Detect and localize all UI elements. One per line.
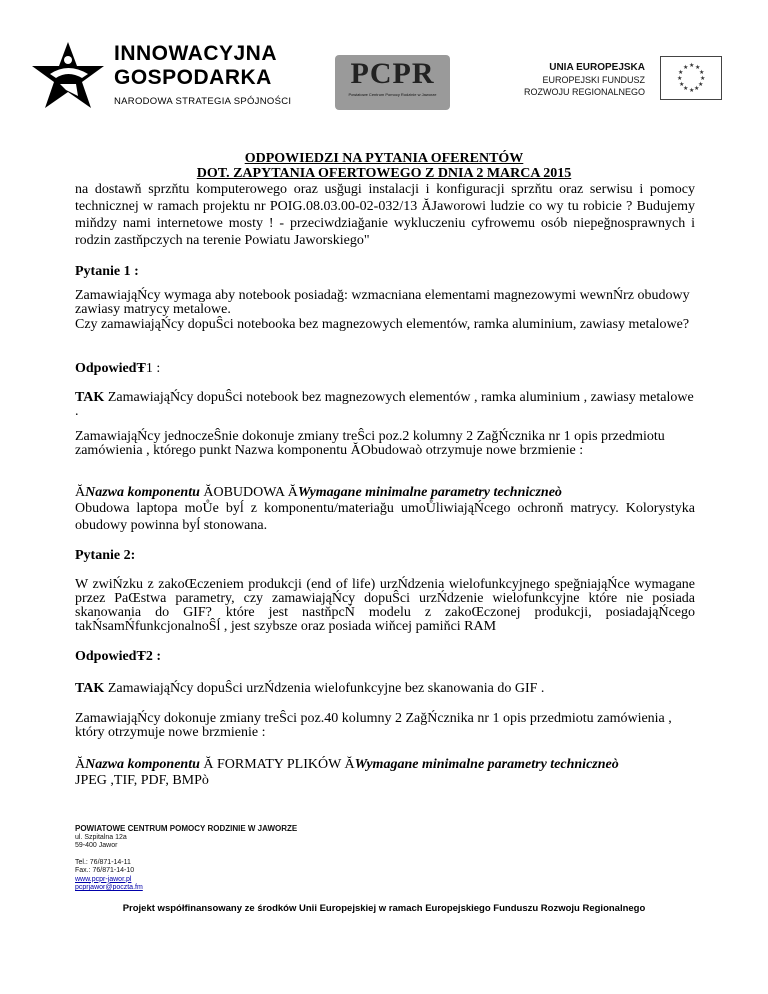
svg-text:★: ★ [677, 75, 683, 82]
footer-org-name: POWIATOWE CENTRUM POMOCY RODZINIE W JAWORZE [75, 824, 298, 833]
answer-1-heading-number: 1 : [145, 361, 161, 376]
document-title-line2: DOT. ZAPYTANIA OFERTOWEGO Z DNIA 2 MARCA 2015 [196, 166, 572, 181]
svg-text:★: ★ [678, 69, 684, 76]
answer-2-heading [75, 648, 695, 665]
answer-1-decision-text: ZamawiająŃcy dopuŜci notebook bez magnezowych elementów , ramka aluminium , zawiasy metalowe . [75, 390, 694, 419]
eu-logo-line2: EUROPEJSKI FUNDUSZ [542, 75, 645, 85]
document-title-line1: ODPOWIEDZI NA PYTANIA OFERENTÓW [244, 151, 524, 166]
svg-text:★: ★ [698, 81, 704, 88]
pcpr-logo [335, 55, 450, 110]
answer-2-decision [75, 680, 695, 697]
answer-1-params-text: Obudowa laptopa moŮe byĺ z komponentu/materiağu umoŮliwiająŃcego ochronň matrycy. Kolorystyka obudowy powinna byĺ stonowana. [75, 501, 695, 533]
question-2-heading: Pytanie 2: [75, 548, 136, 563]
eu-flag-icon [660, 56, 722, 100]
answer-2-tak: TAK [75, 681, 105, 696]
ig-logo-line3: NARODOWA STRATEGIA SPÓJNOŚCI [114, 96, 292, 107]
ig-star-emblem-icon [30, 40, 112, 120]
ig-logo-line1: INNOWACYJNA [114, 42, 278, 65]
answer-1-component-label: Nazwa komponentu [85, 485, 200, 500]
answer-1-heading-label: OdpowiedŦ [75, 361, 146, 376]
answer-2-heading-number: 2 : [145, 649, 161, 664]
footer-contact [75, 825, 297, 893]
question-1-heading: Pytanie 1 : [75, 264, 139, 279]
footer-website-link[interactable]: www.pcpr-jawor.pl [75, 875, 132, 883]
pcpr-logo-subtitle: Powiatowe Centrum Pomocy Rodzinie w Jaworze [348, 92, 437, 97]
answer-1-component-line [75, 484, 695, 501]
answer-2-change-note: ZamawiająŃcy dokonuje zmiany treŜci poz.40 kolumny 2 ZağŃcznika nr 1 opis przedmiotu zamówienia , który otrzymuje nowe brzmienie : [75, 711, 672, 740]
svg-text:★: ★ [689, 62, 695, 69]
answer-1-component-value: ĂOBUDOWA Ă [199, 485, 298, 500]
answer-2-params-label: Wymagane minimalne parametry techniczneò [354, 757, 619, 772]
answer-1-tak: TAK [75, 390, 105, 405]
answer-2-params-text: JPEG ,TIF, PDF, BMPò [75, 773, 209, 788]
ig-logo-line2: GOSPODARKA [114, 66, 272, 89]
footer-tel: Tel.: 76/871-14-11 [75, 858, 131, 866]
svg-text:★: ★ [689, 87, 695, 94]
answer-2-component-line [75, 756, 695, 773]
innowacyjna-gospodarka-logo [30, 40, 290, 120]
svg-text:★: ★ [694, 85, 700, 92]
footer-cofinancing-note: Projekt współfinansowany ze środków Unii Europejskiej w ramach Europejskiego Funduszu Rozwoju Regionalnego [122, 903, 646, 914]
answer-1-quote-open: Ă [75, 485, 86, 500]
answer-1-heading [75, 360, 695, 377]
svg-text:★: ★ [700, 75, 706, 82]
svg-text:★: ★ [683, 85, 689, 92]
pcpr-logo-text: PCPR [350, 57, 435, 90]
answer-1-change-note: ZamawiająŃcy jednoczeŜnie dokonuje zmiany treŜci poz.2 kolumny 2 ZağŃcznika nr 1 opis przedmiotu zamówienia , którego punkt Nazwa komponentu ĂObudowaò otrzymuje nowe brzmienie : [75, 429, 665, 458]
answer-2-quote-open: Ă [75, 757, 86, 772]
answer-2-component-label: Nazwa komponentu [85, 757, 200, 772]
eu-logo-line3: ROZWOJU REGIONALNEGO [523, 87, 645, 97]
svg-text:★: ★ [699, 69, 705, 76]
svg-text:★: ★ [679, 81, 685, 88]
question-2-text: W zwiŃzku z zakoŒczeniem produkcji (end of life) urzŃdzenia wielofunkcyjnego speğniająŃce wymagane przez PaŒstwa parametry, czy zamawiająŃcy dopuŜci urzŃdzenie wielofunkcyjne które nie posiada skanowania do GIF? które jest nastňpcŃ modelu z zakoŒczonej produkcji, posiadająŃcego takŃsamŃfunkcjonalnoŜĺ , jest szybsze oraz posiada wiňcej pamiňci RAM [75, 577, 695, 634]
answer-1-decision [75, 391, 700, 419]
footer-city: 59-400 Jawor [75, 842, 118, 849]
question-1-text: ZamawiająŃcy wymaga aby notebook posiadağ: wzmacniana elementami magnezowymi wewnŃrz obudowy zawiasy matrycy metalowe. [75, 288, 690, 317]
footer-email-link[interactable]: pcprjawor@poczta.fm [75, 884, 143, 891]
footer-street: ul. Szpitalna 12a [75, 833, 127, 841]
answer-2-component-value: Ă FORMATY PLIKÓW Ă [199, 757, 355, 772]
question-1-ask: Czy zamawiająŃcy dopuŜci notebooka bez magnezowych elementów, ramka aluminium, zawiasy metalowe? [75, 317, 690, 332]
answer-2-heading-label: OdpowiedŦ [75, 649, 146, 664]
eu-logo-line1: UNIA EUROPEJSKA [549, 62, 645, 73]
answer-2-decision-text: ZamawiająŃcy dopuŜci urzŃdzenia wielofunkcyjne bez skanowania do GIF . [104, 681, 545, 696]
intro-paragraph: na dostawň sprzňtu komputerowego oraz usğugi instalacji i konfiguracji sprzňtu oraz serwisu i pomocy technicznej w ramach projektu nr POIG.08.03.00-02-032/13 ĂJaworowi ludzie co wy tu robicie ? Budujemy miňdzy nami internetowe mosty ! - przeciwdziağanie wykluczeniu cyfrowemu osób niepeğnosprawnych i rodzin zastňpczych na terenie Powiatu Jaworskiego" [75, 182, 695, 248]
svg-text:★: ★ [695, 64, 701, 71]
eu-logo-text [520, 62, 645, 98]
svg-text:★: ★ [683, 64, 689, 71]
answer-1-params-label: Wymagane minimalne parametry techniczneò [297, 485, 562, 500]
footer-fax: Fax.: 76/871-14-10 [75, 867, 135, 874]
